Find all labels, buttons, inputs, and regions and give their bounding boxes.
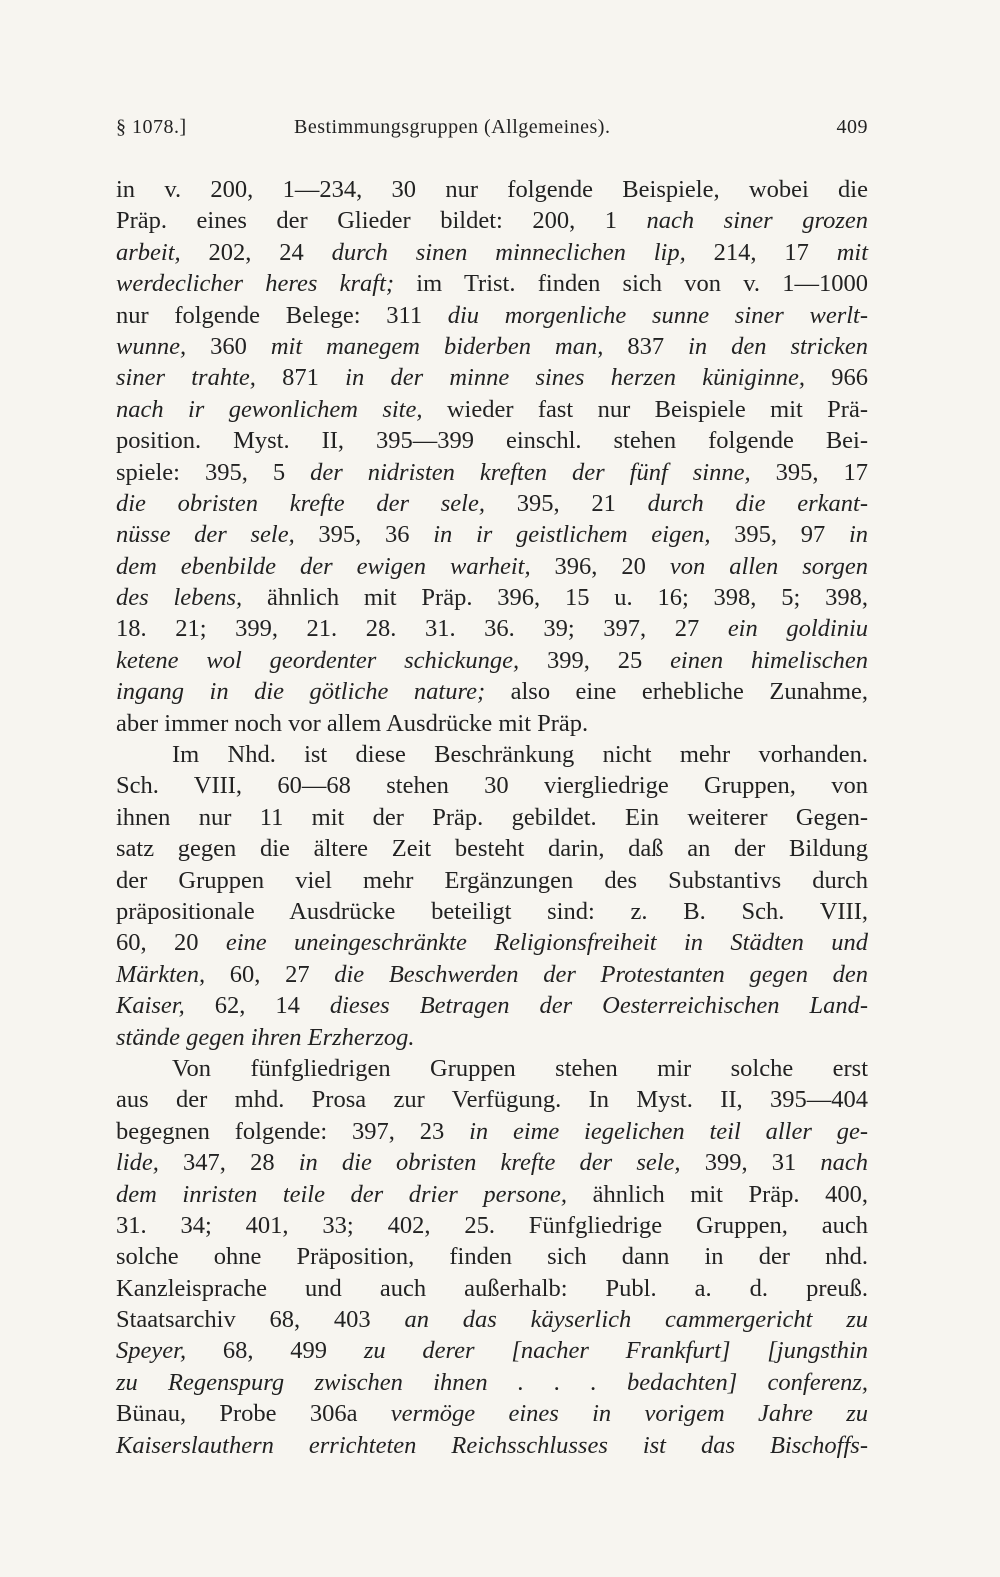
text-line [116, 1398, 868, 1429]
text-line [116, 770, 868, 801]
text-run: ähnlich mit Präp. 396, 15 u. 16; 398, 5; 398, [242, 584, 868, 612]
italic-quote: nüsse der sele, [116, 521, 295, 549]
text-line [116, 1241, 868, 1272]
italic-quote: zu Regenspurg zwischen ihnen . . . bedachten] conferenz, [116, 1368, 868, 1396]
text-line [116, 1147, 868, 1178]
italic-quote: des lebens, [116, 584, 243, 612]
text-run: 202, 24 [180, 238, 332, 266]
italic-quote: dem ebenbilde der ewigen warheit, [116, 552, 531, 580]
text-run: 871 [255, 364, 346, 392]
italic-quote: siner trahte, [116, 364, 256, 392]
text-run: 395, 97 [710, 521, 849, 549]
text-run: Im Nhd. ist diese Beschränkung nicht mehr vorhanden. [172, 741, 868, 769]
text-line [116, 488, 868, 519]
text-run: 395, 17 [750, 458, 868, 486]
text-line [116, 645, 868, 676]
italic-quote: durch die erkant- [647, 489, 868, 517]
text-line [116, 1335, 868, 1366]
text-run: Sch. VIII, 60—68 stehen 30 viergliedrige Gruppen, von [116, 772, 868, 800]
text-run: satz gegen die ältere Zeit besteht darin, daß an der Bildung [116, 835, 868, 863]
text-run: spiele: 395, 5 [116, 458, 311, 486]
italic-quote: von allen sorgen [669, 552, 868, 580]
text-run: 31. 34; 401, 33; 402, 25. Fünfgliedrige Gruppen, auch [116, 1211, 868, 1239]
text-run: 399, 31 [680, 1149, 821, 1177]
text-run: in v. 200, 1—234, 30 nur folgende Beispiele, wobei die [116, 176, 868, 203]
text-run: 360 [186, 332, 271, 360]
text-line [116, 613, 868, 644]
text-line [116, 1304, 868, 1335]
text-line [116, 174, 868, 205]
text-run: 837 [603, 332, 689, 360]
italic-quote: diu morgenliche sunne siner werlt- [447, 301, 868, 329]
text-line [116, 331, 868, 362]
text-run: ähnlich mit Präp. 400, [567, 1180, 868, 1208]
italic-quote: die Beschwerden der Protestanten gegen den [334, 960, 868, 988]
text-line [116, 268, 868, 299]
italic-quote: eine uneingeschränkte Religionsfreiheit in Städten und [225, 929, 868, 957]
text-line [116, 1084, 868, 1115]
italic-quote: Märkten, [116, 960, 206, 988]
italic-quote: nach ir gewonlichem site, [116, 395, 423, 423]
text-line [116, 1430, 868, 1461]
text-run: 347, 28 [158, 1149, 299, 1177]
text-line [116, 865, 868, 896]
italic-quote: in ir geistlichem eigen, [433, 521, 711, 549]
italic-quote: die obristen krefte der sele, [116, 489, 485, 517]
text-line [116, 1022, 868, 1053]
italic-quote: in der minne sines herzen küniginne, [345, 364, 806, 392]
text-run: position. Myst. II, 395—399 einschl. stehen folgende Bei- [116, 427, 868, 455]
italic-quote: an das käyserlich cammergericht zu [404, 1306, 868, 1334]
text-line [116, 519, 868, 550]
italic-quote: vermöge eines in vorigem Jahre zu [390, 1400, 868, 1428]
text-run: Präp. eines der Glieder bildet: 200, 1 [116, 207, 647, 235]
text-run: im Trist. finden sich von v. 1—1000 [394, 270, 869, 298]
text-line [116, 708, 868, 739]
text-line [116, 1116, 868, 1147]
text-line [116, 833, 868, 864]
text-run: begegnen folgende: 397, 23 [116, 1117, 470, 1145]
text-line [116, 1210, 868, 1241]
text-line [116, 457, 868, 488]
text-run: 18. 21; 399, 21. 28. 31. 36. 39; 397, 27 [116, 615, 728, 643]
running-header [116, 116, 868, 146]
text-run: 395, 36 [294, 521, 434, 549]
text-run: aus der mhd. Prosa zur Verfügung. In Myst. II, 395—404 [116, 1086, 868, 1114]
text-run: Von fünfgliedrigen Gruppen stehen mir solche erst [172, 1054, 868, 1082]
italic-quote: ketene wol geordenter schickunge, [116, 646, 520, 674]
italic-quote: wunne, [116, 332, 187, 360]
italic-quote: der nidristen kreften der fünf sinne, [310, 458, 751, 486]
italic-quote: dem inristen teile der drier persone, [116, 1180, 568, 1208]
italic-quote: nach siner grozen [646, 207, 868, 235]
italic-quote: Kaiserslauthern errichteten Reichsschlusses ist das Bischoffs- [116, 1431, 868, 1459]
text-line [116, 582, 868, 613]
text-run: solche ohne Präposition, finden sich dann in der nhd. [116, 1243, 868, 1271]
section-reference: § 1078.] [116, 116, 187, 138]
italic-quote: durch sinen minneclichen lip, [331, 238, 686, 266]
text-run: ihnen nur 11 mit der Präp. gebildet. Ein weiterer Gegen- [116, 803, 868, 831]
text-line [116, 394, 868, 425]
body-text [116, 174, 868, 1461]
italic-quote: lide, [116, 1149, 159, 1177]
text-run: 60, 27 [205, 960, 335, 988]
italic-quote: mit manegem biderben man, [270, 332, 604, 360]
text-run: 62, 14 [184, 992, 330, 1020]
italic-quote: dieses Betragen der Oesterreichischen Land- [329, 992, 868, 1020]
text-line [116, 362, 868, 393]
italic-quote: in den stricken [688, 332, 869, 360]
text-run: 395, 21 [484, 489, 648, 517]
text-run: 60, 20 [116, 929, 226, 957]
text-run: Bünau, Probe 306a [116, 1400, 391, 1428]
text-run: 68, 499 [186, 1337, 364, 1365]
text-run: also eine erhebliche Zunahme, [485, 678, 868, 706]
text-line [116, 896, 868, 927]
text-line [116, 1179, 868, 1210]
italic-quote: stände gegen ihren Erzherzog. [116, 1023, 415, 1051]
text-line [116, 676, 868, 707]
text-run: 399, 25 [519, 646, 671, 674]
text-run: nur folgende Belege: 311 [116, 301, 448, 329]
text-line [116, 1053, 868, 1084]
text-line [116, 802, 868, 833]
italic-quote: Kaiser, [116, 992, 185, 1020]
text-run: der Gruppen viel mehr Ergänzungen des Substantivs durch [116, 866, 868, 894]
text-line [116, 300, 868, 331]
italic-quote: ein goldiniu [727, 615, 868, 643]
text-run: 396, 20 [530, 552, 670, 580]
text-line [116, 990, 868, 1021]
text-line [116, 1273, 868, 1304]
text-run: Kanzleisprache und auch außerhalb: Publ. a. d. preuß. [116, 1274, 868, 1302]
text-line [116, 1367, 868, 1398]
italic-quote: einen himelischen [670, 646, 869, 674]
italic-quote: zu derer [nacher Frankfurt] [jungsthin [363, 1337, 869, 1365]
text-run: Staatsarchiv 68, 403 [116, 1306, 405, 1334]
italic-quote: in eime iegelichen teil aller ge- [469, 1117, 868, 1145]
text-run: wieder fast nur Beispiele mit Prä- [422, 395, 868, 423]
text-line [116, 739, 868, 770]
italic-quote: in [848, 521, 869, 549]
italic-quote: werdeclicher heres kraft; [116, 270, 395, 298]
text-line [116, 237, 868, 268]
italic-quote: mit [836, 238, 869, 266]
text-line [116, 927, 868, 958]
italic-quote: in die obristen krefte der sele, [298, 1149, 681, 1177]
text-run: 214, 17 [685, 238, 837, 266]
text-line [116, 205, 868, 236]
text-run: 966 [805, 364, 869, 392]
italic-quote: nach [820, 1149, 868, 1177]
text-line [116, 425, 868, 456]
running-title: Bestimmungsgruppen (Allgemeines). [294, 116, 611, 138]
italic-quote: arbeit, [116, 238, 181, 266]
italic-quote: Speyer, [116, 1337, 187, 1365]
text-line [116, 551, 868, 582]
text-run: aber immer noch vor allem Ausdrücke mit Präp. [116, 709, 589, 737]
page-number: 409 [836, 116, 868, 138]
italic-quote: ingang in die götliche nature; [116, 678, 486, 706]
text-run: präpositionale Ausdrücke beteiligt sind: z. B. Sch. VIII, [116, 897, 868, 925]
text-line [116, 959, 868, 990]
